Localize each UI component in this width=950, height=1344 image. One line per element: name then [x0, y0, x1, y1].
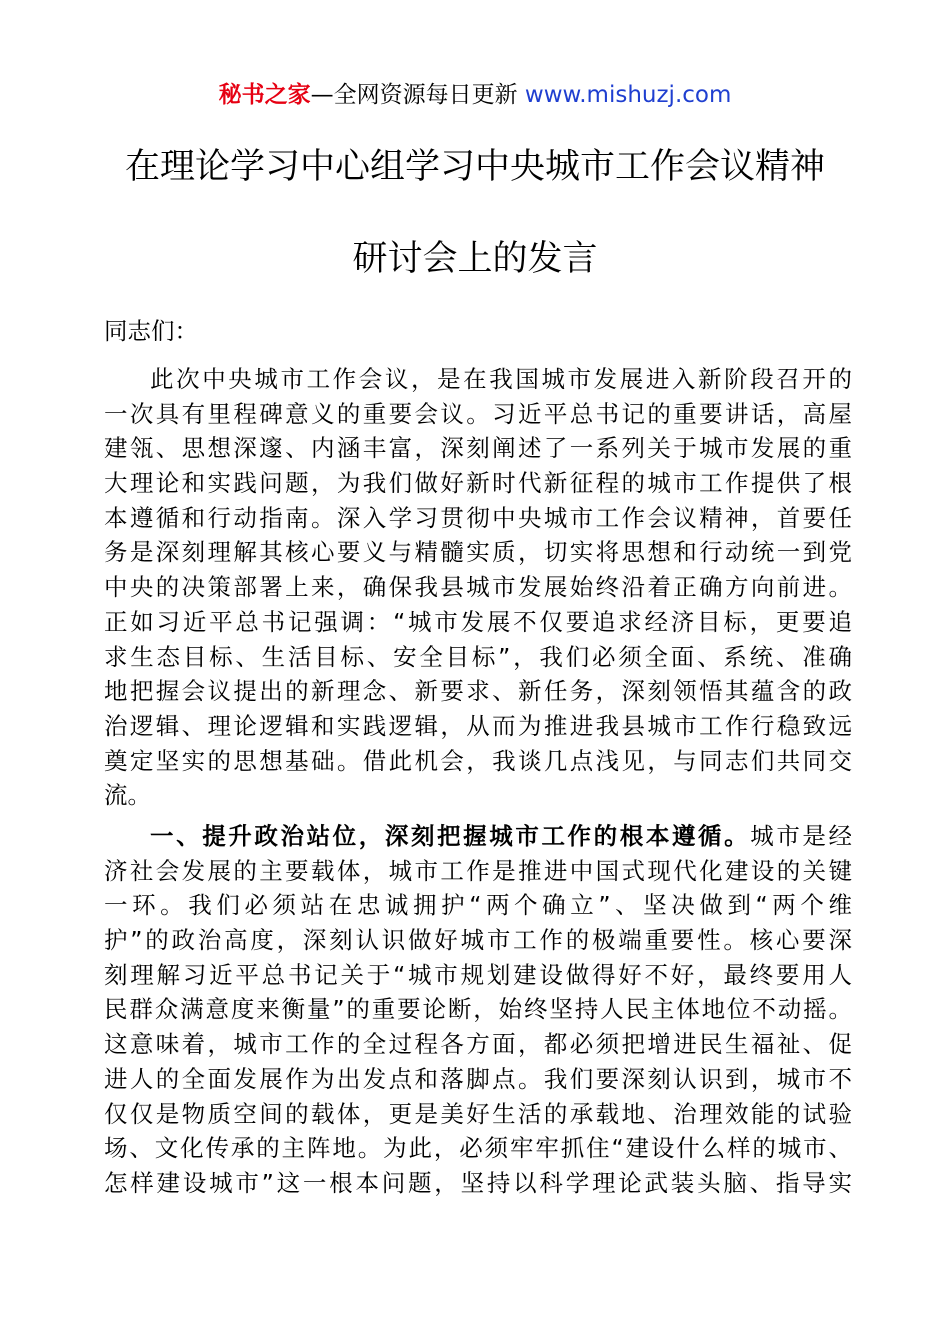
paragraph-1-line: 本遵循和行动指南。深入学习贯彻中央城市工作会议精神，首要任 — [104, 503, 852, 532]
header-tagline: —全网资源每日更新 — [310, 82, 525, 108]
paragraph-1-line: 务是深刻理解其核心要义与精髓实质，切实将思想和行动统一到党 — [104, 538, 852, 567]
paragraph-1-line: 地把握会议提出的新理念、新要求、新任务，深刻领悟其蕴含的政 — [104, 677, 852, 706]
paragraph-1-line: 建瓴、思想深邃、内涵丰富，深刻阐述了一系列关于城市发展的重 — [104, 434, 852, 463]
paragraph-1-line: 一次具有里程碑意义的重要会议。习近平总书记的重要讲话，高屋 — [104, 399, 852, 428]
document-title-line-1: 在理论学习中心组学习中央城市工作会议精神 — [124, 147, 825, 187]
document-title-line-2: 研讨会上的发言 — [352, 239, 598, 279]
section-heading-1: 一、提升政治站位，深刻把握城市工作的根本遵循。 — [150, 822, 751, 850]
paragraph-1-line: 求生态目标、生活目标、安全目标”，我们必须全面、系统、准确 — [104, 642, 852, 671]
paragraph-1-line: 治逻辑、理论逻辑和实践逻辑，从而为推进我县城市工作行稳致远 — [104, 711, 852, 740]
paragraph-2-line: 怎样建设城市”这一根本问题，坚持以科学理论武装头脑、指导实 — [104, 1168, 852, 1197]
paragraph-2-line: 进人的全面发展作为出发点和落脚点。我们要深刻认识到，城市不 — [104, 1064, 852, 1093]
salutation: 同志们： — [104, 317, 198, 345]
site-header — [0, 78, 950, 112]
paragraph-1-line: 大理论和实践问题，为我们做好新时代新征程的城市工作提供了根 — [104, 469, 852, 498]
paragraph-1-line: 正如习近平总书记强调：“城市发展不仅要追求经济目标，更要追 — [104, 607, 852, 636]
site-url-link[interactable]: www.mishuzj.com — [524, 82, 732, 108]
paragraph-2-line: 仅仅是物质空间的载体，更是美好生活的承载地、治理效能的试验 — [104, 1099, 852, 1128]
paragraph-2-line: 民群众满意度来衡量”的重要论断，始终坚持人民主体地位不动摇。 — [104, 995, 852, 1024]
paragraph-1-line: 中央的决策部署上来，确保我县城市发展始终沿着正确方向前进。 — [104, 573, 852, 602]
brand-name: 秘书之家 — [218, 82, 311, 108]
paragraph-2-line: 刻理解习近平总书记关于“城市规划建设做得好不好，最终要用人 — [104, 960, 852, 989]
paragraph-2-line: 护”的政治高度，深刻认识做好城市工作的极端重要性。核心要深 — [104, 926, 852, 955]
paragraph-2-line: 场、文化传承的主阵地。为此，必须牢牢抓住“建设什么样的城市、 — [104, 1134, 852, 1163]
paragraph-2-line: 济社会发展的主要载体，城市工作是推进中国式现代化建设的关键 — [104, 856, 852, 885]
paragraph-1 — [104, 362, 852, 813]
paragraph-2-line: 这意味着，城市工作的全过程各方面，都必须把增进民生福祉、促 — [104, 1030, 852, 1059]
paragraph-1-line: 流。 — [104, 781, 151, 810]
paragraph-1-line: 奠定坚实的思想基础。借此机会，我谈几点浅见，与同志们共同交 — [104, 746, 852, 775]
paragraph-1-line: 此次中央城市工作会议，是在我国城市发展进入新阶段召开的 — [150, 365, 852, 393]
paragraph-2 — [104, 819, 852, 1201]
paragraph-2-line: 一环。我们必须站在忠诚拥护“两个确立”、坚决做到“两个维 — [104, 891, 852, 920]
paragraph-2-first-line — [104, 819, 852, 854]
paragraph-2-first-tail: 城市是经 — [750, 822, 853, 850]
